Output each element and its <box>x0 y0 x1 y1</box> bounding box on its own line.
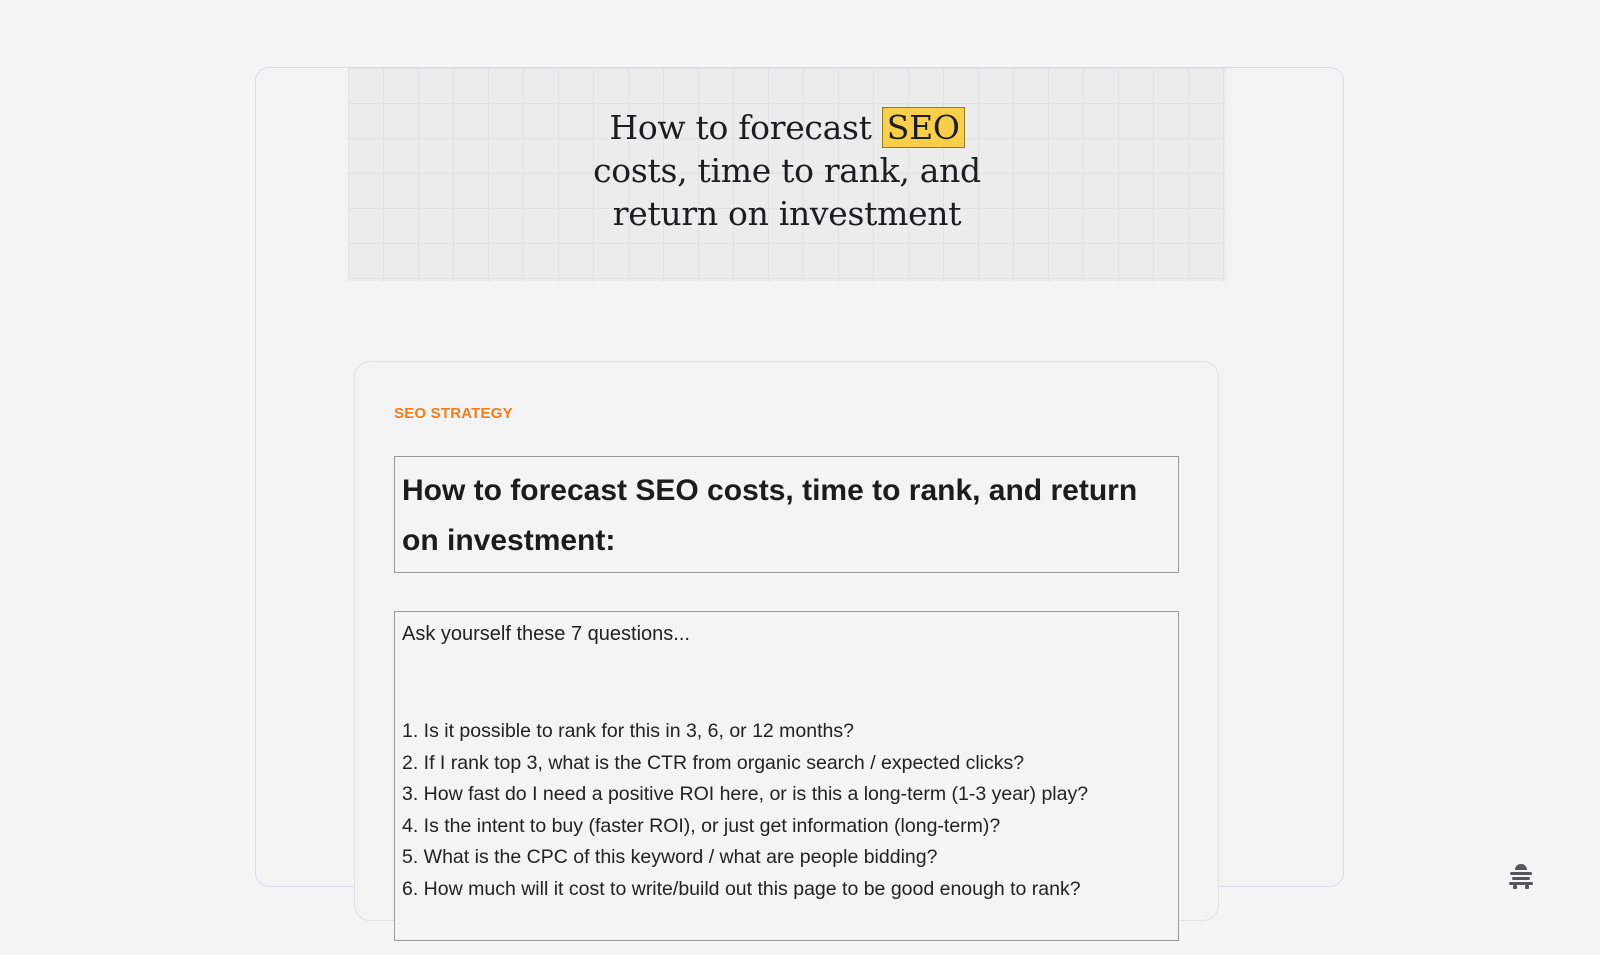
category-label[interactable]: SEO STRATEGY <box>394 405 513 422</box>
hero-title-line3: return on investment <box>612 194 962 233</box>
article-card <box>354 361 1219 921</box>
title-field[interactable] <box>394 456 1179 573</box>
stacked-hat-logo-icon[interactable] <box>1507 862 1535 890</box>
list-item: 5. What is the CPC of this keyword / what are people bidding? <box>402 846 938 868</box>
list-item: 2. If I rank top 3, what is the CTR from organic search / expected clicks? <box>402 751 1025 774</box>
article-title: How to forecast SEO costs, time to rank, and return on investment: <box>402 474 1138 557</box>
hero-title-line2: costs, time to rank, and <box>593 151 981 190</box>
list-item: 6. How much will it cost to write/build out this page to be good enough to rank? <box>402 877 1081 900</box>
hero-title-text: How to forecast <box>609 108 882 147</box>
preview-frame <box>255 67 1344 900</box>
hero-title-highlight: SEO <box>882 107 965 148</box>
hero-title <box>348 106 1226 235</box>
list-item: 1. Is it possible to rank for this in 3, 6, or 12 months? <box>402 720 854 742</box>
list-item: 4. Is the intent to buy (faster ROI), or just get information (long-term)? <box>402 814 1001 837</box>
list-item: 3. How fast do I need a positive ROI here, or is this a long-term (1-3 year) play? <box>402 783 1089 805</box>
hero-banner <box>348 68 1226 281</box>
body-field[interactable] <box>394 611 1179 941</box>
questions-list <box>402 716 1171 905</box>
intro-text: Ask yourself these 7 questions... <box>402 623 690 645</box>
